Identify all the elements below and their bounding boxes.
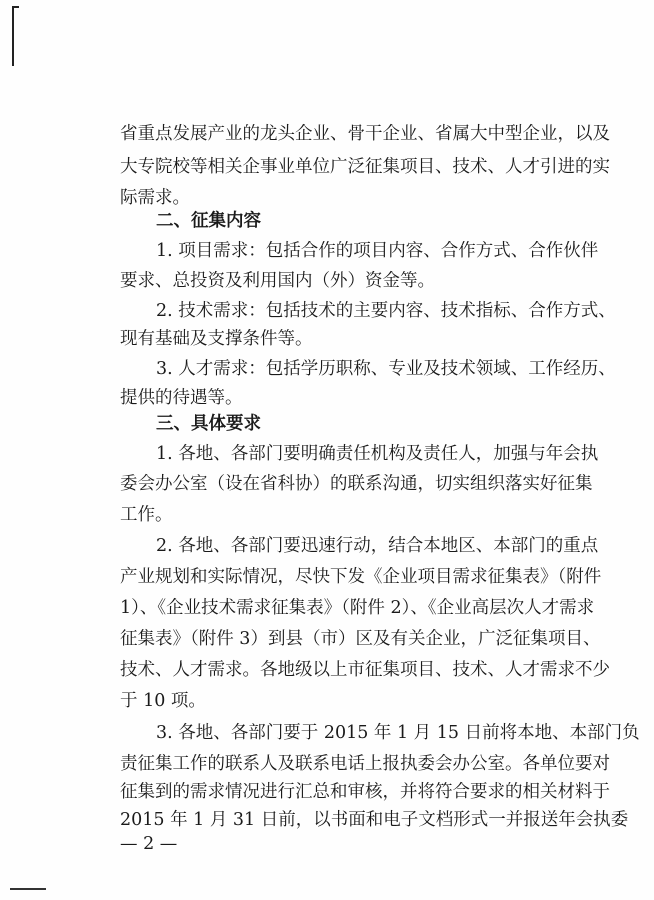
body-text-line: 3. 人才需求：包括学历职称、专业及技术领域、工作经历、 — [156, 359, 616, 379]
body-text-line: 委会办公室（设在省科协）的联系沟通，切实组织落实好征集 — [120, 474, 593, 494]
scan-edge-mark-bottom — [10, 888, 46, 890]
body-text-line: 提供的待遇等。 — [120, 388, 243, 408]
body-text-line: 2015 年 1 月 31 日前，以书面和电子文档形式一并报送年会执委 — [120, 810, 629, 830]
body-text-line: 现有基础及支撑条件等。 — [120, 329, 313, 349]
body-text-line: 3. 各地、各部门要于 2015 年 1 月 15 日前将本地、本部门负 — [156, 723, 640, 743]
body-text-line: 际需求。 — [120, 188, 190, 208]
body-text-line: 2. 各地、各部门要迅速行动，结合本地区、本部门的重点 — [156, 536, 599, 556]
body-text-line: 征集表》（附件 3）到县（市）区及有关企业，广泛征集项目、 — [120, 629, 601, 649]
body-text-line: 1）、《企业技术需求征集表》（附件 2）、《企业高层次人才需求 — [120, 598, 595, 618]
body-text-line: 技术、人才需求。各地级以上市征集项目、技术、人才需求不少 — [120, 660, 610, 680]
body-text-line: 产业规划和实际情况，尽快下发《企业项目需求征集表》（附件 — [120, 567, 602, 587]
body-text-line: 责征集工作的联系人及联系电话上报执委会办公室。各单位要对 — [120, 754, 610, 774]
scan-edge-tick — [12, 6, 19, 8]
body-text-line: 省重点发展产业的龙头企业、骨干企业、省属大中型企业，以及 — [120, 124, 610, 144]
page-number: — 2 — — [120, 834, 178, 854]
body-text-line: 征集到的需求情况进行汇总和审核，并将符合要求的相关材料于 — [120, 782, 610, 802]
section-heading: 三、具体要求 — [156, 414, 261, 434]
body-text-line: 1. 各地、各部门要明确责任机构及责任人，加强与年会执 — [156, 444, 599, 464]
body-text-line: 大专院校等相关企事业单位广泛征集项目、技术、人才引进的实 — [120, 157, 610, 177]
body-text-line: 于 10 项。 — [120, 691, 206, 711]
body-text-line: 1. 项目需求：包括合作的项目内容、合作方式、合作伙伴 — [156, 241, 599, 261]
section-heading: 二、征集内容 — [156, 211, 261, 231]
scan-edge-mark — [12, 6, 14, 66]
body-text-line: 要求、总投资及利用国内（外）资金等。 — [120, 271, 435, 291]
body-text-line: 工作。 — [120, 505, 173, 525]
body-text-line: 2. 技术需求：包括技术的主要内容、技术指标、合作方式、 — [156, 301, 616, 321]
